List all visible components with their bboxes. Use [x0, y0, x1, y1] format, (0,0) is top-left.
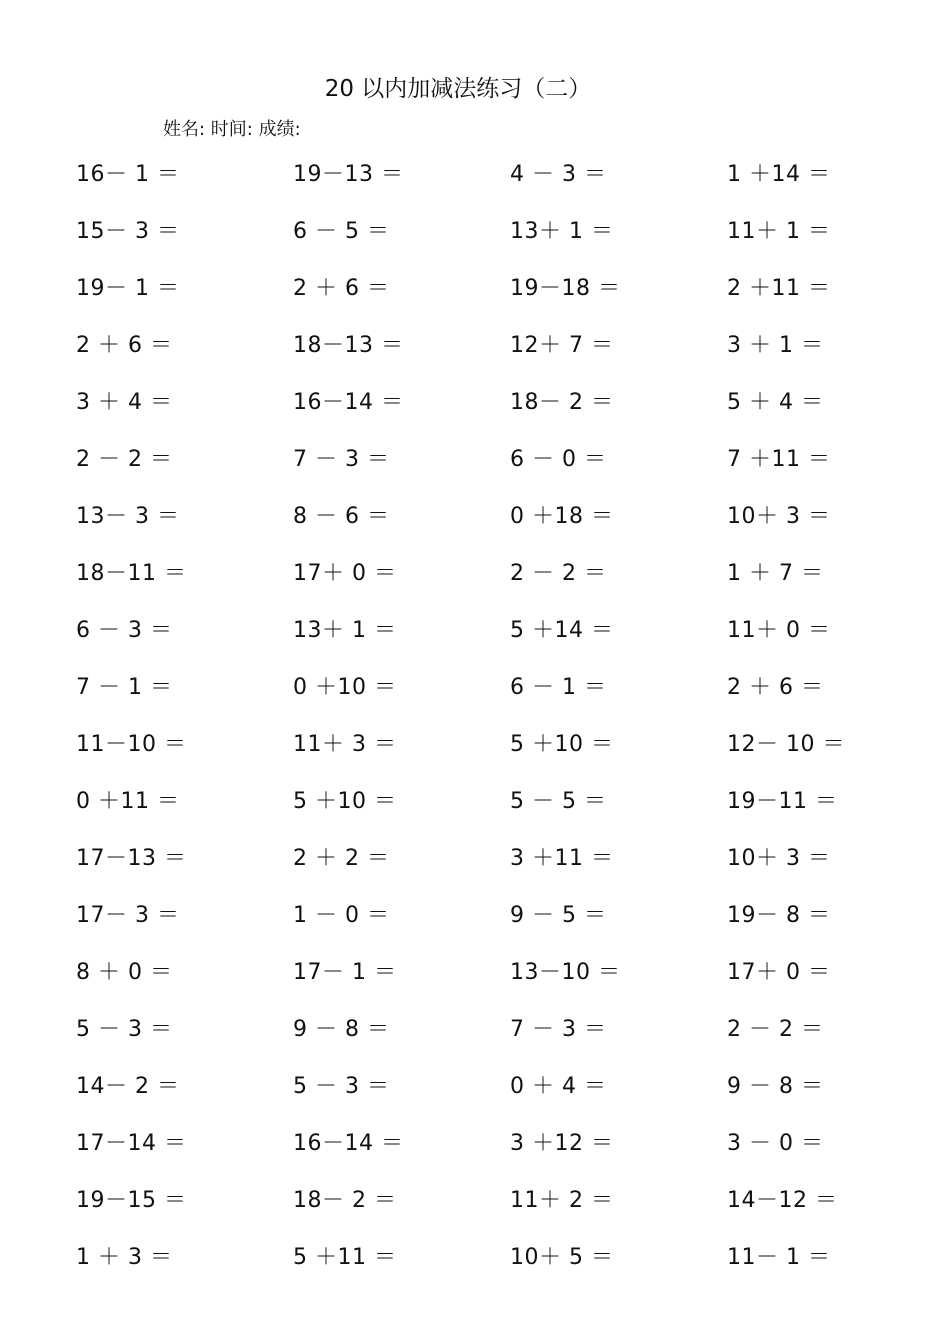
arithmetic-problem: 11＋ 2 ＝ — [510, 1188, 614, 1213]
problem-row — [76, 374, 876, 431]
arithmetic-problem: 2 ＋ 2 ＝ — [293, 846, 390, 871]
arithmetic-problem: 0 ＋11 ＝ — [76, 789, 180, 814]
problem-grid — [76, 146, 876, 1286]
arithmetic-problem: 5 － 3 ＝ — [76, 1017, 173, 1042]
arithmetic-problem: 17＋ 0 ＝ — [727, 960, 831, 985]
arithmetic-problem: 18－11 ＝ — [76, 561, 187, 586]
problem-row — [76, 431, 876, 488]
arithmetic-problem: 18－13 ＝ — [293, 333, 404, 358]
problem-row — [76, 659, 876, 716]
arithmetic-problem: 8 ＋ 0 ＝ — [76, 960, 173, 985]
arithmetic-problem: 3 ＋12 ＝ — [510, 1131, 614, 1156]
arithmetic-problem: 7 － 1 ＝ — [76, 675, 173, 700]
problem-row — [76, 773, 876, 830]
problem-row — [76, 830, 876, 887]
problem-row — [76, 488, 876, 545]
problem-row — [76, 545, 876, 602]
problem-row — [76, 1115, 876, 1172]
arithmetic-problem: 13－10 ＝ — [510, 960, 621, 985]
arithmetic-problem: 5 ＋10 ＝ — [510, 732, 614, 757]
arithmetic-problem: 2 － 2 ＝ — [76, 447, 173, 472]
arithmetic-problem: 17－ 1 ＝ — [293, 960, 397, 985]
arithmetic-problem: 2 ＋11 ＝ — [727, 276, 831, 301]
arithmetic-problem: 7 ＋11 ＝ — [727, 447, 831, 472]
arithmetic-problem: 3 － 0 ＝ — [727, 1131, 824, 1156]
arithmetic-problem: 19－ 1 ＝ — [76, 276, 180, 301]
arithmetic-problem: 10＋ 3 ＝ — [727, 504, 831, 529]
arithmetic-problem: 14－ 2 ＝ — [76, 1074, 180, 1099]
arithmetic-problem: 7 － 3 ＝ — [293, 447, 390, 472]
page-title: 20 以内加减法练习（二） — [324, 76, 592, 102]
arithmetic-problem: 19－15 ＝ — [76, 1188, 187, 1213]
arithmetic-problem: 17－13 ＝ — [76, 846, 187, 871]
problem-row — [76, 146, 876, 203]
arithmetic-problem: 13－ 3 ＝ — [76, 504, 180, 529]
arithmetic-problem: 17＋ 0 ＝ — [293, 561, 397, 586]
arithmetic-problem: 6 － 3 ＝ — [76, 618, 173, 643]
arithmetic-problem: 13＋ 1 ＝ — [293, 618, 397, 643]
arithmetic-problem: 11－10 ＝ — [76, 732, 187, 757]
arithmetic-problem: 1 ＋ 7 ＝ — [727, 561, 824, 586]
arithmetic-problem: 3 ＋ 1 ＝ — [727, 333, 824, 358]
arithmetic-problem: 12－ 10 ＝ — [727, 732, 845, 757]
arithmetic-problem: 11＋ 3 ＝ — [293, 732, 397, 757]
arithmetic-problem: 0 ＋18 ＝ — [510, 504, 614, 529]
arithmetic-problem: 10＋ 5 ＝ — [510, 1245, 614, 1270]
arithmetic-problem: 7 － 3 ＝ — [510, 1017, 607, 1042]
problem-row — [76, 1058, 876, 1115]
arithmetic-problem: 10＋ 3 ＝ — [727, 846, 831, 871]
problem-row — [76, 716, 876, 773]
arithmetic-problem: 18－ 2 ＝ — [293, 1188, 397, 1213]
arithmetic-problem: 11＋ 0 ＝ — [727, 618, 831, 643]
problem-row — [76, 1229, 876, 1286]
problem-row — [76, 1172, 876, 1229]
arithmetic-problem: 17－ 3 ＝ — [76, 903, 180, 928]
arithmetic-problem: 16－14 ＝ — [293, 1131, 404, 1156]
arithmetic-problem: 2 ＋ 6 ＝ — [293, 276, 390, 301]
arithmetic-problem: 11－ 1 ＝ — [727, 1245, 831, 1270]
arithmetic-problem: 11＋ 1 ＝ — [727, 219, 831, 244]
problem-row — [76, 944, 876, 1001]
arithmetic-problem: 5 ＋14 ＝ — [510, 618, 614, 643]
arithmetic-problem: 1 ＋ 3 ＝ — [76, 1245, 173, 1270]
arithmetic-problem: 1 ＋14 ＝ — [727, 162, 831, 187]
student-info-line: 姓名: 时间: 成绩: — [163, 119, 301, 140]
arithmetic-problem: 16－14 ＝ — [293, 390, 404, 415]
arithmetic-problem: 19－13 ＝ — [293, 162, 404, 187]
arithmetic-problem: 3 ＋ 4 ＝ — [76, 390, 173, 415]
arithmetic-problem: 8 － 6 ＝ — [293, 504, 390, 529]
arithmetic-problem: 6 － 1 ＝ — [510, 675, 607, 700]
arithmetic-problem: 4 － 3 ＝ — [510, 162, 607, 187]
arithmetic-problem: 2 ＋ 6 ＝ — [76, 333, 173, 358]
arithmetic-problem: 6 － 5 ＝ — [293, 219, 390, 244]
arithmetic-problem: 2 － 2 ＝ — [510, 561, 607, 586]
arithmetic-problem: 0 ＋ 4 ＝ — [510, 1074, 607, 1099]
arithmetic-problem: 9 － 8 ＝ — [727, 1074, 824, 1099]
arithmetic-problem: 19－11 ＝ — [727, 789, 838, 814]
arithmetic-problem: 5 ＋ 4 ＝ — [727, 390, 824, 415]
arithmetic-problem: 13＋ 1 ＝ — [510, 219, 614, 244]
arithmetic-problem: 14－12 ＝ — [727, 1188, 838, 1213]
arithmetic-problem: 12＋ 7 ＝ — [510, 333, 614, 358]
arithmetic-problem: 15－ 3 ＝ — [76, 219, 180, 244]
arithmetic-problem: 9 － 5 ＝ — [510, 903, 607, 928]
problem-row — [76, 317, 876, 374]
problem-row — [76, 887, 876, 944]
arithmetic-problem: 3 ＋11 ＝ — [510, 846, 614, 871]
arithmetic-problem: 19－18 ＝ — [510, 276, 621, 301]
problem-row — [76, 602, 876, 659]
problem-row — [76, 203, 876, 260]
problem-row — [76, 260, 876, 317]
arithmetic-problem: 18－ 2 ＝ — [510, 390, 614, 415]
problem-row — [76, 1001, 876, 1058]
arithmetic-problem: 2 － 2 ＝ — [727, 1017, 824, 1042]
arithmetic-problem: 5 ＋11 ＝ — [293, 1245, 397, 1270]
arithmetic-problem: 1 － 0 ＝ — [293, 903, 390, 928]
arithmetic-problem: 5 － 5 ＝ — [510, 789, 607, 814]
arithmetic-problem: 16－ 1 ＝ — [76, 162, 180, 187]
arithmetic-problem: 9 － 8 ＝ — [293, 1017, 390, 1042]
arithmetic-problem: 17－14 ＝ — [76, 1131, 187, 1156]
arithmetic-problem: 5 － 3 ＝ — [293, 1074, 390, 1099]
arithmetic-problem: 19－ 8 ＝ — [727, 903, 831, 928]
arithmetic-problem: 0 ＋10 ＝ — [293, 675, 397, 700]
arithmetic-problem: 6 － 0 ＝ — [510, 447, 607, 472]
arithmetic-problem: 5 ＋10 ＝ — [293, 789, 397, 814]
arithmetic-problem: 2 ＋ 6 ＝ — [727, 675, 824, 700]
